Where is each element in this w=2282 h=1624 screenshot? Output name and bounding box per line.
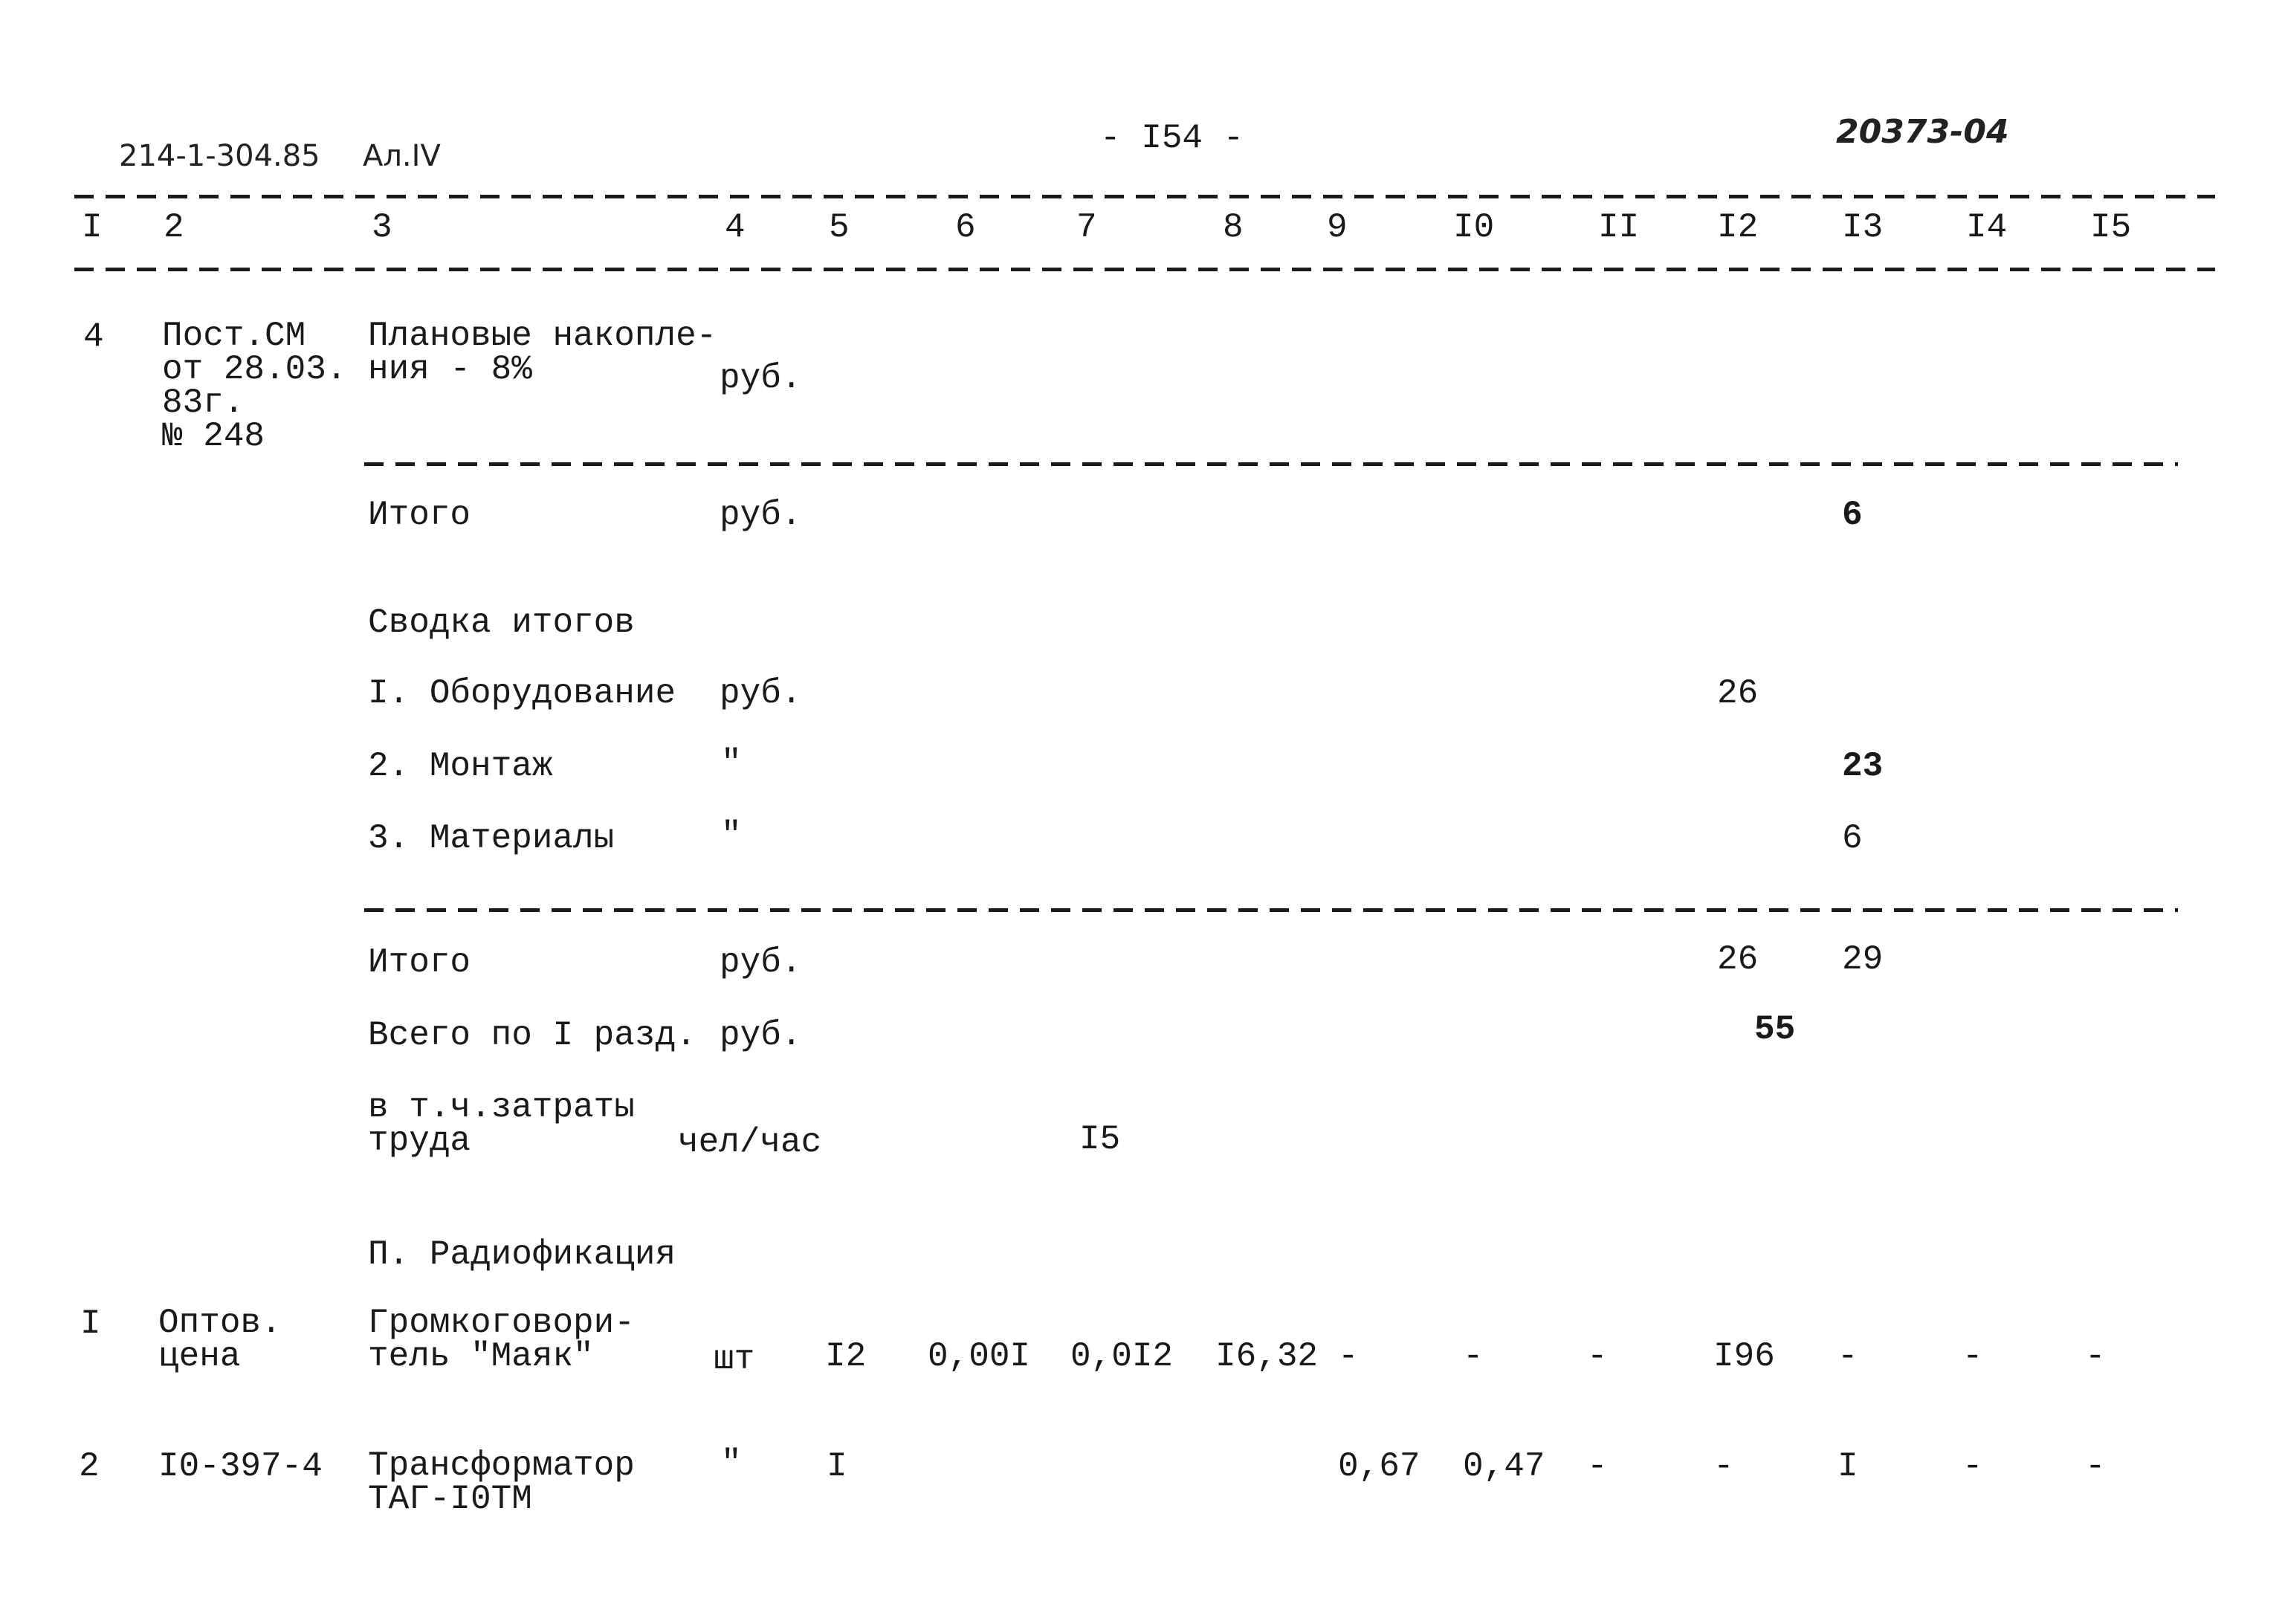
col14-value: - [1962, 1337, 1983, 1376]
col11-value: - [1587, 1447, 1608, 1486]
row-number: I [80, 1304, 101, 1343]
col5-value: I2 [825, 1337, 867, 1376]
labor-label [368, 1088, 635, 1161]
col5-value: I [827, 1447, 847, 1486]
total-label: Итого [368, 496, 471, 534]
col-2: 2 [164, 208, 184, 247]
row-number: 4 [83, 317, 104, 356]
unit-ditto: " [721, 744, 742, 783]
col12-value: - [1713, 1447, 1734, 1486]
col-8: 8 [1223, 208, 1244, 247]
col9-value: 0,67 [1338, 1447, 1420, 1486]
col12-value: I96 [1713, 1337, 1775, 1376]
header-top-rule [74, 195, 2215, 198]
row-number: 2 [79, 1447, 100, 1486]
labor-label-line: в т.ч.затраты [368, 1088, 635, 1127]
col13-value: - [1837, 1337, 1858, 1376]
col-9: 9 [1327, 208, 1348, 247]
col-13: I3 [1842, 208, 1884, 247]
basis-line: 83г. [162, 384, 245, 423]
col-12: I2 [1717, 208, 1759, 247]
col14-value: - [1962, 1447, 1983, 1486]
name-line: Трансформатор [368, 1446, 635, 1485]
col-1: I [82, 208, 103, 247]
basis-line: Пост.СМ [162, 317, 306, 355]
name-cell [368, 317, 717, 389]
labor-label-line: труда [368, 1122, 471, 1161]
col-11: II [1598, 208, 1640, 247]
section-title: П. Радиофикация [368, 1235, 676, 1274]
col10-value: - [1463, 1337, 1484, 1376]
col12-value: 26 [1717, 674, 1759, 713]
unit-cell: руб. [720, 359, 802, 398]
col9-value: - [1338, 1337, 1359, 1376]
basis-line: цена [158, 1337, 241, 1376]
col-6: 6 [955, 208, 976, 247]
doc-code: 214-1-304.85 [119, 139, 320, 173]
col15-value: - [2085, 1337, 2106, 1376]
summary-label: 2. Монтаж [368, 747, 553, 786]
col7-value: 0,0I2 [1070, 1337, 1174, 1376]
col-5: 5 [829, 208, 850, 247]
col13-value: 23 [1842, 747, 1884, 786]
header-bottom-rule [74, 268, 2215, 271]
divider-rule [364, 462, 2178, 466]
col-15: I5 [2090, 208, 2132, 247]
col-3: 3 [372, 208, 392, 247]
unit-cell: чел/час [678, 1123, 822, 1162]
unit-cell: шт [714, 1340, 755, 1379]
col13-value: 6 [1842, 819, 1863, 858]
unit-cell: руб. [720, 674, 802, 713]
unit-cell: руб. [720, 1016, 802, 1055]
name-line: тель "Маяк" [368, 1337, 594, 1376]
name-line: Плановые накопле- [368, 317, 717, 355]
col12-value: 26 [1717, 940, 1759, 979]
page-number: - I54 - [1100, 119, 1244, 158]
col13-value: 6 [1842, 496, 1863, 534]
col6-value: 0,00I [928, 1337, 1031, 1376]
stamp-number: 20373-04 [1836, 113, 2009, 151]
basis-line: от 28.03. [162, 350, 347, 389]
summary-title: Сводка итогов [368, 604, 635, 642]
basis-cell: I0-397-4 [158, 1447, 323, 1486]
col11-value: - [1587, 1337, 1608, 1376]
section-total-value: 55 [1754, 1010, 1796, 1049]
col-4: 4 [725, 208, 746, 247]
summary-label: I. Оборудование [368, 674, 676, 713]
basis-line: № 248 [162, 417, 265, 456]
col-14: I4 [1966, 208, 2008, 247]
basis-cell [158, 1304, 282, 1376]
total-label: Итого [368, 943, 471, 982]
unit-ditto: " [721, 816, 742, 855]
basis-cell [162, 317, 347, 456]
name-cell [368, 1446, 635, 1519]
name-line: Громкоговори- [368, 1304, 635, 1342]
name-line: ния - 8% [368, 350, 532, 389]
col-7: 7 [1076, 208, 1097, 247]
divider-rule [364, 908, 2178, 912]
unit-ditto: " [721, 1444, 742, 1483]
album-label: Ал.IV [363, 139, 441, 173]
col15-value: - [2085, 1447, 2106, 1486]
summary-label: 3. Материалы [368, 819, 615, 858]
col8-value: I6,32 [1215, 1337, 1319, 1376]
col7-value: I5 [1079, 1120, 1121, 1159]
name-line: ТАГ-I0ТМ [368, 1480, 532, 1519]
basis-line: Оптов. [158, 1304, 282, 1342]
unit-cell: руб. [720, 496, 802, 534]
col-10: I0 [1453, 208, 1495, 247]
section-total-label: Всего по I разд. [368, 1016, 696, 1055]
unit-cell: руб. [720, 943, 802, 982]
col13-value: 29 [1842, 940, 1884, 979]
name-cell [368, 1304, 635, 1376]
col13-value: I [1837, 1447, 1858, 1486]
col10-value: 0,47 [1463, 1447, 1545, 1486]
